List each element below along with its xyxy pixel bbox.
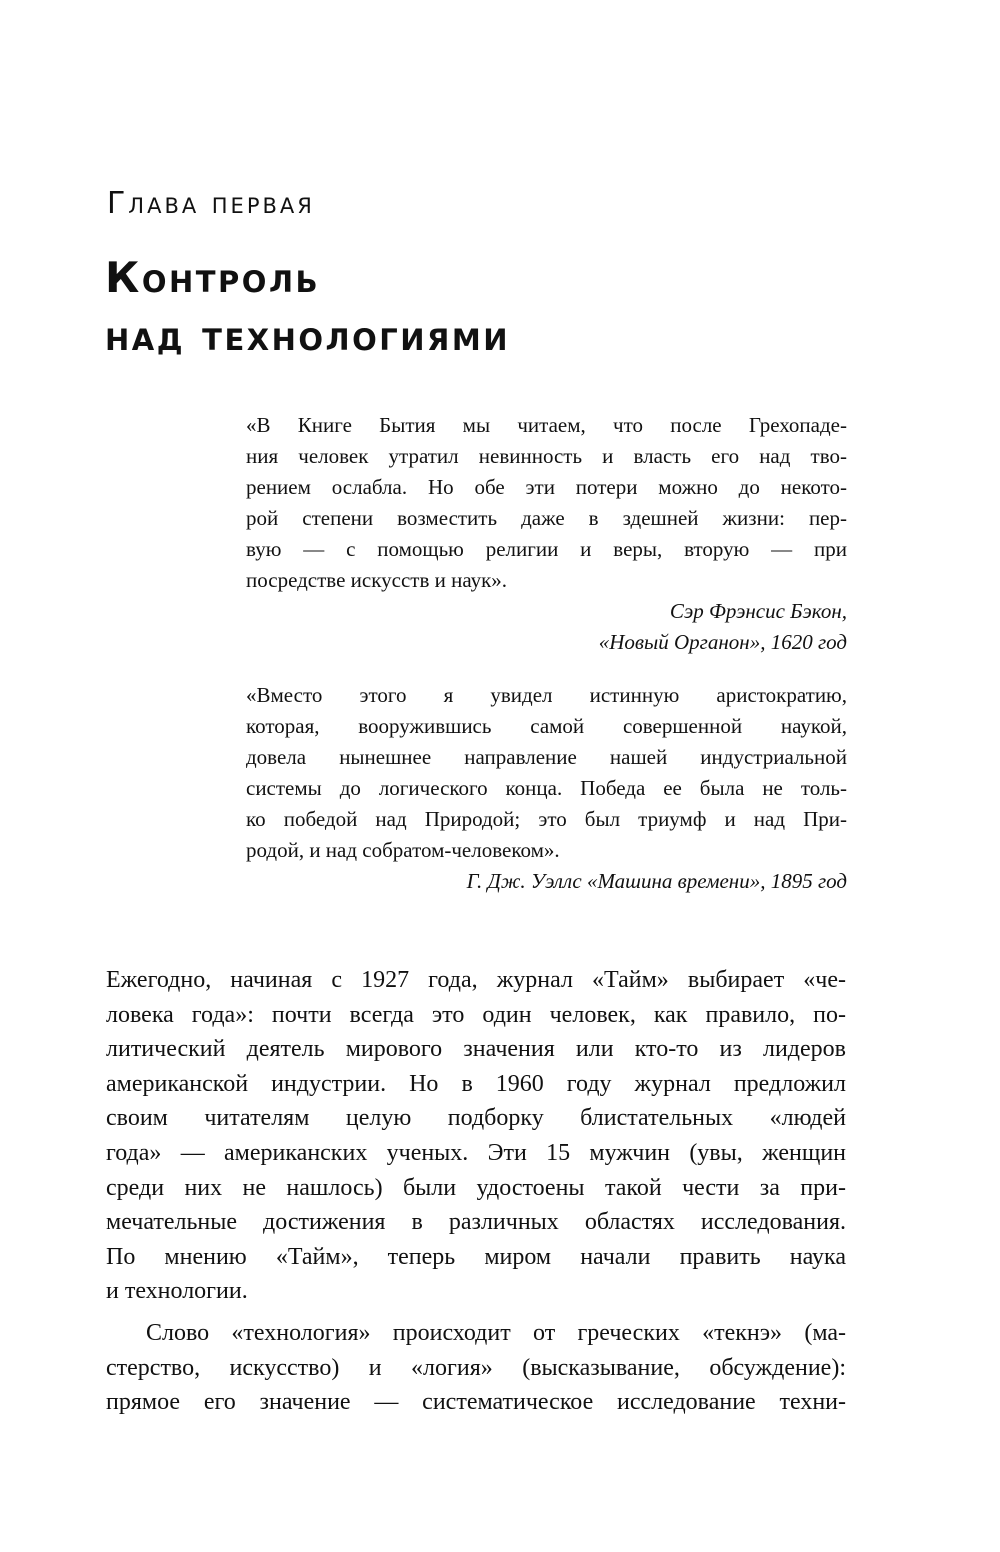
epigraph-line: рой степени возместить даже в здешней жизни: пер-	[246, 506, 847, 530]
epigraph-line: которая, вооружившись самой совершенной наукой,	[246, 714, 847, 738]
paragraph1-line: мечательные достижения в различных областях исследования.	[106, 1209, 846, 1236]
chapter-title	[105, 249, 825, 365]
epigraph-line: родой, и над собратом-человеком».	[246, 838, 560, 862]
epigraph-line: «В Книге Бытия мы читаем, что после Грехопаде-	[246, 413, 847, 437]
paragraph2-line: прямое его значение — систематическое исследование техни-	[106, 1389, 846, 1416]
epigraph-line: ния человек утратил невинность и власть его над тво-	[246, 444, 847, 468]
paragraph1-line: года» — американских ученых. Эти 15 мужчин (увы, женщин	[106, 1139, 846, 1166]
epigraph-line: довела нынешнее направление нашей индустриальной	[246, 745, 847, 769]
paragraph1-line: литический деятель мирового значения или кто-то из лидеров	[106, 1036, 846, 1063]
chapter-label: Глава первая	[107, 186, 315, 221]
epigraph-line: рением ослабла. Но обе эти потери можно до некото-	[246, 475, 847, 499]
epigraph-bacon	[246, 410, 847, 658]
paragraph1-line: Ежегодно, начиная с 1927 года, журнал «Тайм» выбирает «че-	[106, 967, 846, 993]
paragraph1-line: По мнению «Тайм», теперь миром начали править наука	[106, 1243, 846, 1270]
paragraph1-line: своим читателям целую подборку блистательных «людей	[106, 1105, 846, 1132]
paragraph2-line: стерство, искусство) и «логия» (высказывание, обсуждение):	[106, 1354, 846, 1381]
epigraph-attribution: «Новый Органон», 1620 год	[598, 630, 847, 654]
paragraph-gap	[106, 1309, 846, 1316]
epigraph-line: «Вместо этого я увидел истинную аристократию,	[246, 683, 847, 707]
epigraph-attribution: Сэр Фрэнсис Бэкон,	[669, 599, 847, 623]
epigraph-line: системы до логического конца. Победа ее была не толь-	[246, 776, 847, 800]
paragraph1-line: и технологии.	[106, 1278, 248, 1305]
epigraph-attribution: Г. Дж. Уэллс «Машина времени», 1895 год	[466, 869, 847, 893]
body-text	[106, 963, 846, 1420]
epigraph-line: вую — с помощью религии и веры, вторую — при	[246, 537, 847, 561]
chapter-title-line: Контроль	[105, 253, 321, 302]
epigraph-wells	[246, 680, 847, 897]
epigraph-line: посредстве искусств и наук».	[246, 568, 508, 592]
paragraph1-line: ловека года»: почти всегда это один человек, как правило, по-	[106, 1001, 846, 1028]
paragraph1-line: американской индустрии. Но в 1960 году журнал предложил	[106, 1070, 846, 1097]
epigraph-line: ко победой над Природой; это был триумф и над При-	[246, 807, 847, 831]
paragraph1-line: среди них не нашлось) были удостоены такой чести за при-	[106, 1174, 846, 1201]
paragraph2-line: Слово «технология» происходит от греческих «текнэ» (ма-	[146, 1319, 846, 1346]
chapter-title-line: над технологиями	[105, 311, 510, 360]
